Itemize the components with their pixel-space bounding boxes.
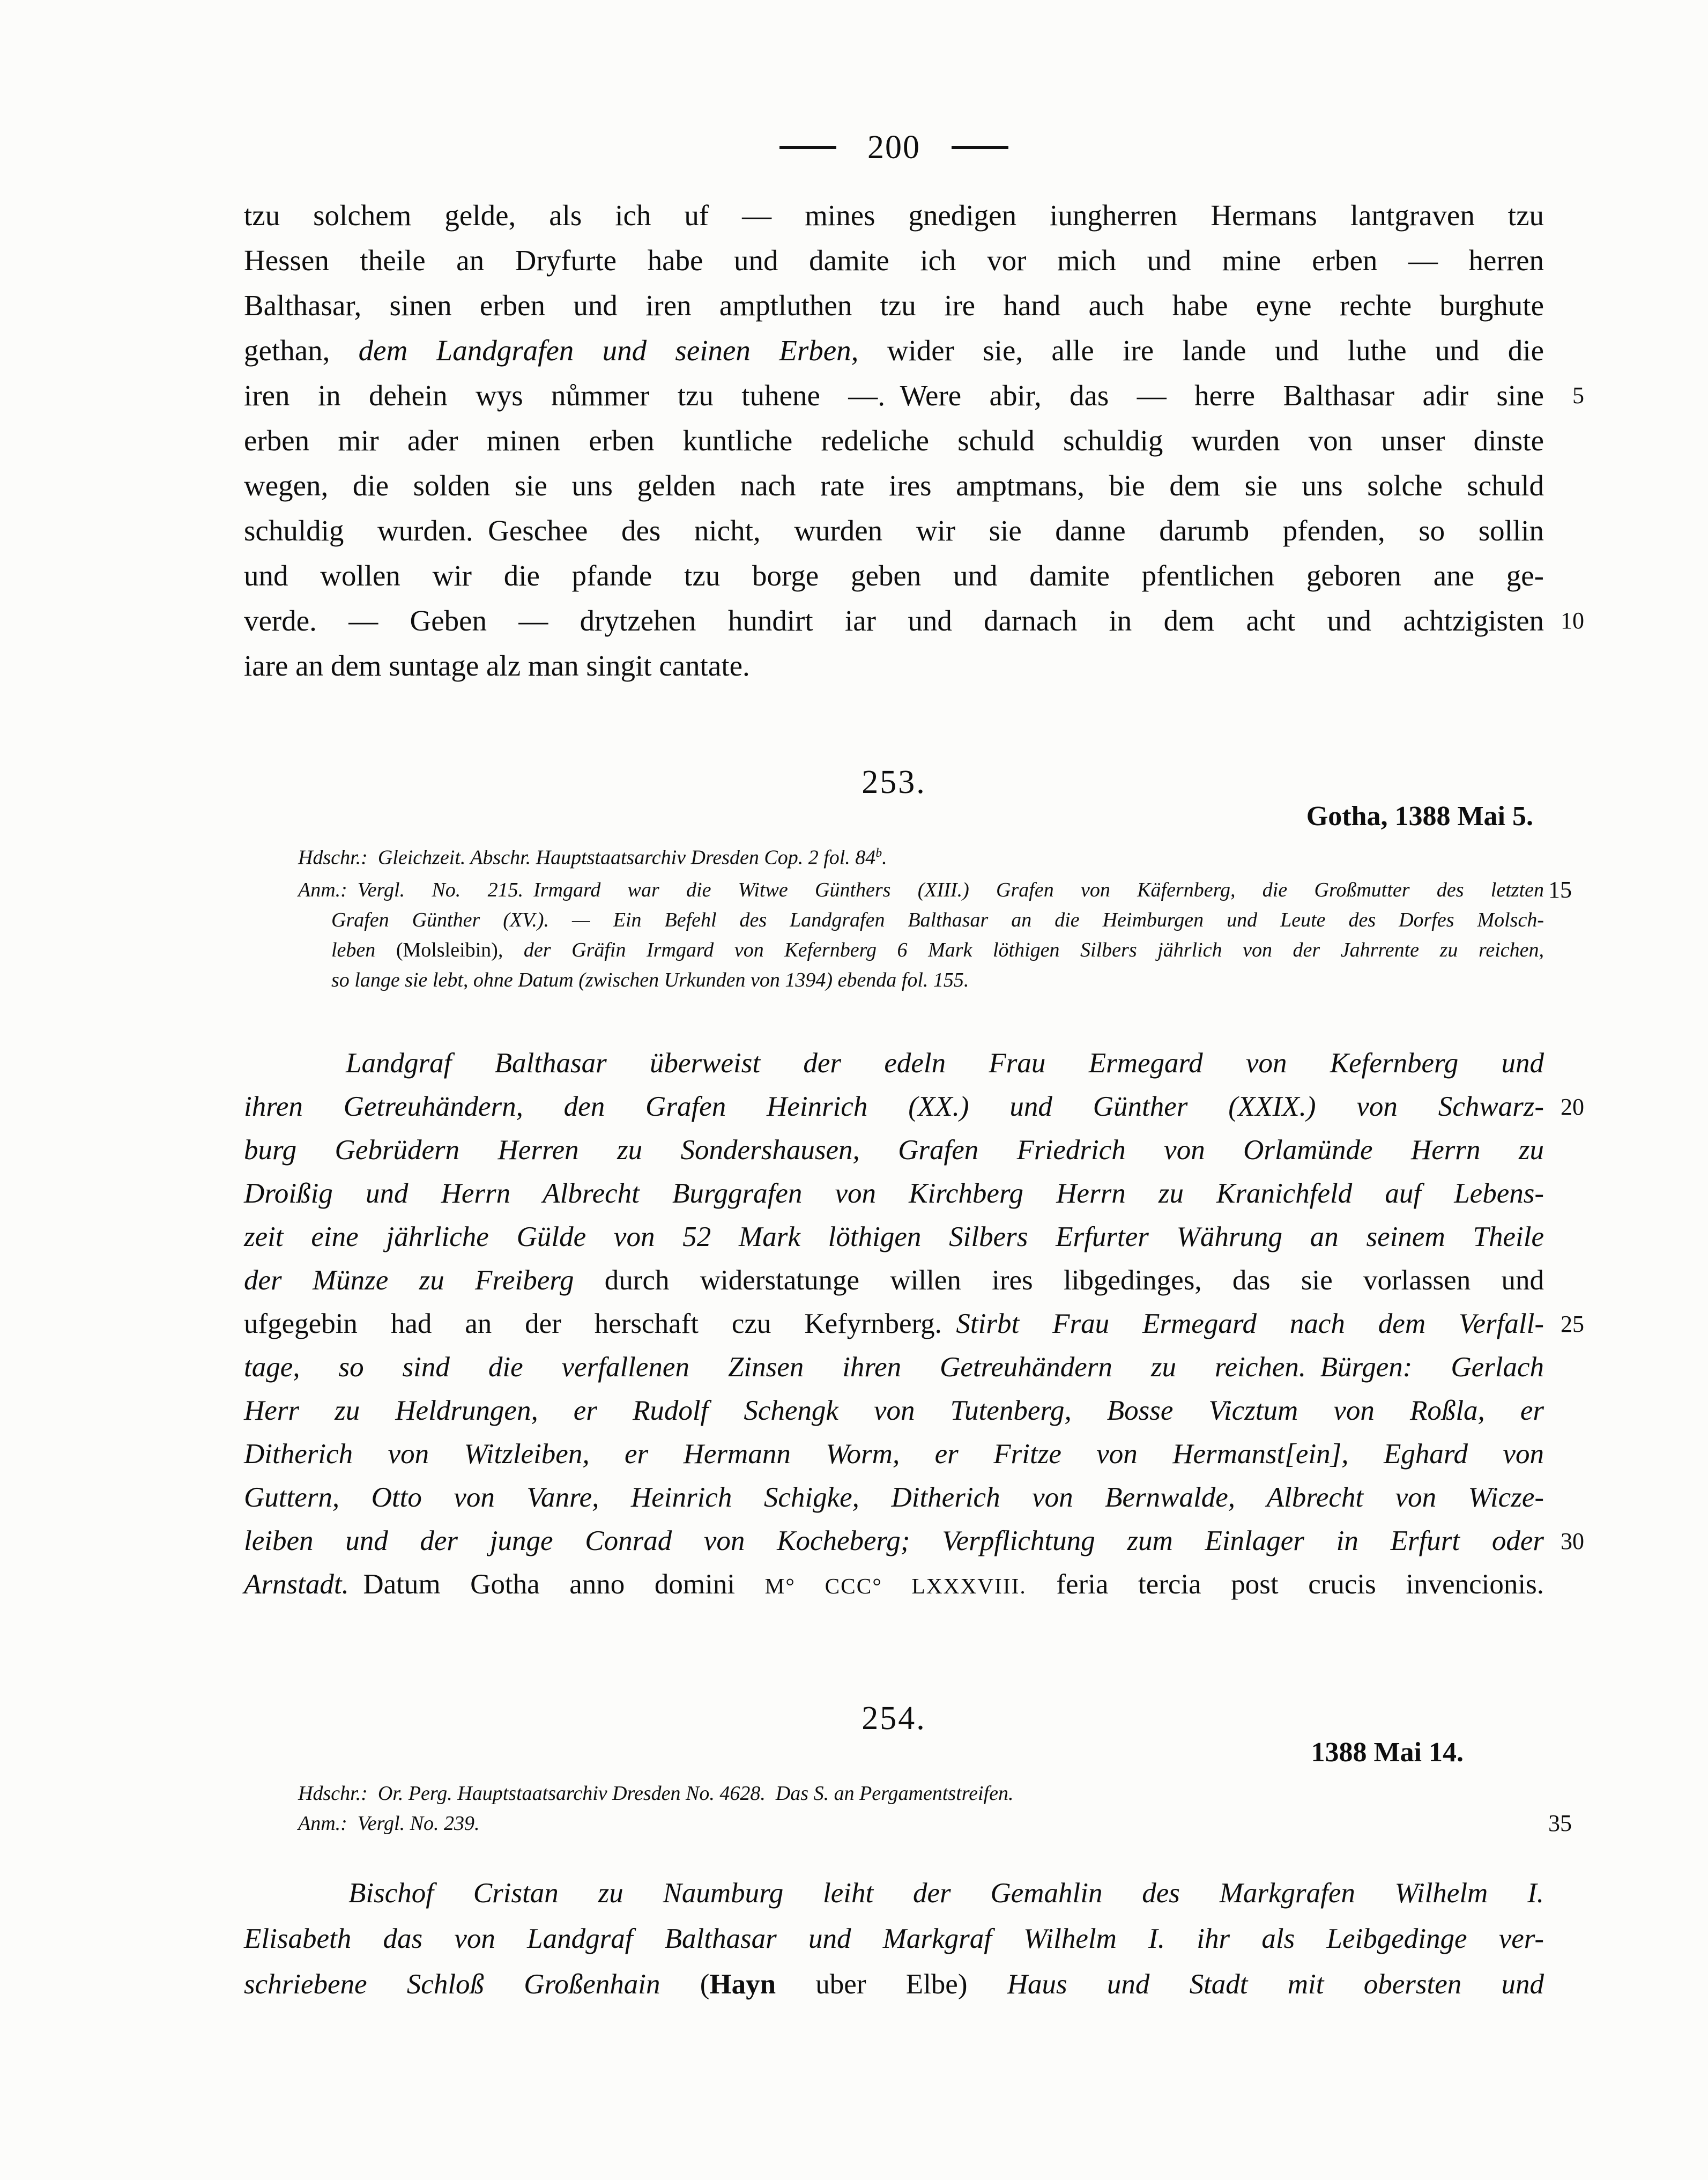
text-segment: zeit eine jährliche Gülde von 52 Mark löthigen Silbers Erfurter Währung an seinem Theile	[244, 1221, 1544, 1252]
text-segment: Hessen theile an Dryfurte habe und damite ich vor mich und mine erben — herren	[244, 244, 1544, 277]
text-segment: , der Gräfin Irmgard von Kefernberg 6 Mark löthigen Silbers jährlich von der Jahrrente zu reichen,	[497, 939, 1544, 961]
text-segment: so lange sie lebt, ohne Datum (zwischen Urkunden von 1394) ebenda fol. 155.	[331, 969, 969, 991]
text-line	[244, 1215, 1544, 1259]
text-segment: Balthasar, sinen erben und iren amptluthen tzu ire hand auch habe eyne rechte burghute	[244, 289, 1544, 322]
text-segment: iare an dem suntage alz man singit cantate.	[244, 649, 750, 682]
text-line	[244, 1302, 1584, 1346]
margin-line-number: 15	[1548, 877, 1572, 903]
text-segment: Guttern, Otto von Vanre, Heinrich Schigke, Ditherich von Bernwalde, Albrecht von Wicze-	[244, 1482, 1544, 1513]
entry-253-date: Gotha, 1388 Mai 5.	[1306, 801, 1533, 832]
text-line	[244, 1042, 1544, 1085]
text-segment: schuldig wurden. Geschee des nicht, wurden wir sie danne darumb pfenden, so sollin	[244, 514, 1544, 547]
text-segment: (Molsleibin)	[396, 939, 498, 961]
text-line	[244, 1129, 1544, 1172]
text-segment: M° CCC° LXXXVIII.	[764, 1574, 1027, 1598]
text-line	[244, 598, 1584, 643]
text-segment: leben	[331, 939, 396, 961]
text-segment: burg Gebrüdern Herren zu Sondershausen, Grafen Friedrich von Orlamünde Herrn zu	[244, 1135, 1544, 1166]
text-segment: Landgraf Balthasar überweist der edeln Frau Ermegard von Kefernberg und	[346, 1048, 1544, 1079]
text-segment: verde. — Geben — drytzehen hundirt iar und darnach in dem acht und achtzigisten	[244, 604, 1544, 637]
text-line	[244, 1962, 1544, 2007]
page-header	[244, 129, 1544, 166]
text-line	[244, 238, 1544, 283]
text-segment: Hdschr.: Or. Perg. Hauptstaatsarchiv Dresden No. 4628. Das S. an Pergamentstreifen.	[298, 1782, 1014, 1805]
entry-253-hdschr	[298, 838, 1544, 873]
text-segment: Datum Gotha anno domini	[363, 1569, 765, 1600]
entry-253-number: 253.	[862, 764, 926, 800]
text-line	[244, 1433, 1544, 1476]
text-line	[244, 328, 1544, 373]
text-line	[244, 553, 1544, 598]
text-line	[298, 1808, 1572, 1838]
margin-line-number: 30	[1561, 1528, 1584, 1554]
text-segment: b	[875, 846, 882, 860]
margin-line-number: 35	[1548, 1810, 1572, 1836]
text-line	[244, 1916, 1544, 1962]
entry-253-anm	[298, 875, 1572, 995]
text-line	[244, 508, 1544, 553]
text-segment: Stirbt Frau Ermegard nach dem Verfall-	[956, 1308, 1544, 1339]
text-segment: Herr zu Heldrungen, er Rudolf Schengk von Tutenberg, Bosse Vicztum von Roßla, er	[244, 1395, 1544, 1426]
text-line	[244, 418, 1544, 463]
text-line	[298, 905, 1544, 935]
text-line	[298, 1778, 1544, 1808]
header-rule-right-icon	[952, 146, 1008, 149]
text-segment: schriebene Schloß Großenhain	[244, 1969, 700, 2000]
text-line	[244, 193, 1544, 238]
text-segment: Arnstadt.	[244, 1569, 363, 1600]
text-line	[298, 965, 1544, 995]
text-line	[244, 1346, 1544, 1389]
text-line	[244, 643, 1544, 688]
text-segment: und wollen wir die pfande tzu borge geben und damite pfentlichen geboren ane ge-	[244, 559, 1544, 592]
text-line	[298, 838, 1544, 873]
text-line	[298, 935, 1544, 965]
entry-252-continuation-paragraph	[244, 193, 1584, 688]
text-line	[244, 1476, 1544, 1519]
entry-254-date: 1388 Mai 14.	[1311, 1737, 1464, 1768]
text-segment: Grafen Günther (XV.). — Ein Befehl des Landgrafen Balthasar an die Heimburgen und Leute des Dorfes Molsch-	[331, 909, 1544, 931]
text-line	[244, 1563, 1544, 1608]
text-segment: feria tercia post crucis invencionis.	[1026, 1569, 1544, 1600]
entry-254-number: 254.	[862, 1700, 926, 1737]
text-segment: Haus und Stadt mit obersten und	[1007, 1969, 1544, 2000]
text-segment: Ditherich von Witzleiben, er Hermann Worm, er Fritze von Hermanst[ein], Eghard von	[244, 1438, 1544, 1470]
header-rule-left-icon	[779, 146, 836, 149]
text-segment: leiben und der junge Conrad von Kocheberg; Verpflichtung zum Einlager in Erfurt oder	[244, 1525, 1544, 1556]
text-line	[244, 1519, 1584, 1563]
text-segment: .	[882, 846, 887, 869]
text-segment: Bischof Cristan zu Naumburg leiht der Gemahlin des Markgrafen Wilhelm I.	[348, 1878, 1544, 1909]
text-segment: erben mir ader minen erben kuntliche redeliche schuld schuldig wurden von unser dinste	[244, 424, 1544, 457]
text-segment: Hdschr.: Gleichzeit. Abschr. Hauptstaatsarchiv Dresden Cop. 2 fol. 84	[298, 846, 876, 869]
text-segment: tage, so sind die verfallenen Zinsen ihren Getreuhändern zu reichen. Bürgen: Gerlach	[244, 1352, 1544, 1383]
text-segment: tzu solchem gelde, als ich uf — mines gnedigen iungherren Hermans lantgraven tzu	[244, 199, 1544, 232]
text-segment: durch widerstatunge willen ires libgedinges, das sie vorlassen und	[604, 1265, 1544, 1296]
text-line	[244, 463, 1544, 508]
text-segment: dem Landgrafen und seinen Erben,	[358, 334, 859, 367]
text-segment: wegen, die solden sie uns gelden nach rate ires amptmans, bie dem sie uns solche schuld	[244, 469, 1544, 502]
text-segment: gethan,	[244, 334, 359, 367]
margin-line-number: 25	[1561, 1311, 1584, 1337]
page-number: 200	[867, 129, 920, 166]
margin-line-number: 5	[1572, 382, 1584, 409]
entry-253-summary	[244, 1042, 1584, 1608]
text-segment: Hayn	[709, 1969, 776, 2000]
text-segment: der Münze zu Freiberg	[244, 1265, 605, 1296]
text-segment: uber Elbe)	[776, 1969, 1007, 2000]
text-segment: Elisabeth das von Landgraf Balthasar und Markgraf Wilhelm I. ihr als Leibgedinge ver-	[244, 1923, 1544, 1954]
text-line	[298, 875, 1572, 905]
text-line	[244, 373, 1584, 418]
entry-254-source	[298, 1778, 1572, 1838]
text-line	[244, 1085, 1584, 1129]
text-segment: ihren Getreuhändern, den Grafen Heinrich (XX.) und Günther (XXIX.) von Schwarz-	[244, 1091, 1544, 1122]
text-line	[244, 1871, 1544, 1916]
margin-line-number: 20	[1561, 1094, 1584, 1120]
margin-line-number: 10	[1561, 607, 1584, 634]
text-segment: Droißig und Herrn Albrecht Burggrafen von Kirchberg Herrn zu Kranichfeld auf Lebens-	[244, 1178, 1544, 1209]
entry-254-summary	[244, 1871, 1544, 2007]
text-segment: iren in dehein wys nůmmer tzu tuhene —. Were abir, das — herre Balthasar adir sine	[244, 379, 1544, 412]
text-segment: wider sie, alle ire lande und luthe und die	[858, 334, 1544, 367]
text-segment: ufgegebin had an der herschaft czu Kefyrnberg.	[244, 1308, 956, 1339]
text-line	[244, 1172, 1544, 1215]
text-line	[244, 283, 1544, 328]
text-line	[244, 1389, 1544, 1433]
text-line	[244, 1259, 1544, 1302]
text-segment: Anm.: Vergl. No. 215. Irmgard war die Witwe Günthers (XIII.) Grafen von Käfernberg, die Großmutter des letzten	[298, 879, 1544, 901]
text-segment: (	[700, 1969, 710, 2000]
text-segment: Anm.: Vergl. No. 239.	[298, 1812, 480, 1835]
